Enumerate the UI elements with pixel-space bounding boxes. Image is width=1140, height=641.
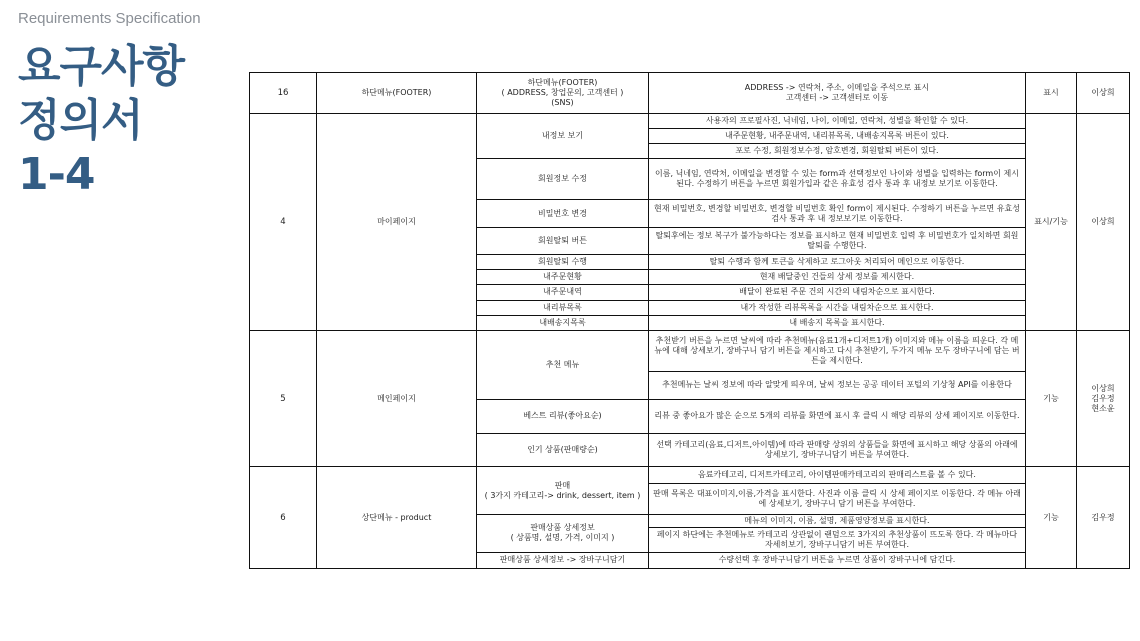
req-description: 배달이 완료된 주문 건의 시간의 내림차순으로 표시한다. xyxy=(649,285,1026,300)
req-description: 페이지 하단에는 추천메뉴로 카테고리 상관없이 랜덤으로 3가지의 추천상품이 뜨도록 한다. 각 메뉴마다 자세히보기, 장바구니담기 버튼 부여한다. xyxy=(649,528,1026,552)
req-description: 메뉴의 이미지, 이름, 설명, 제품영양정보를 표시한다. xyxy=(649,514,1026,527)
req-function: 회원정보 수정 xyxy=(477,159,649,200)
req-function: 내주문현황 xyxy=(477,270,649,285)
page-title-line-3: 1-4 xyxy=(18,149,95,200)
req-number: 16 xyxy=(250,73,317,114)
req-description: 리뷰 중 좋아요가 많은 순으로 5개의 리뷰를 화면에 표시 후 클릭 시 해당 리뷰의 상세 페이지로 이동한다. xyxy=(649,400,1026,434)
req-description: 포로 수정, 회원정보수정, 암호변경, 회원탈퇴 버튼이 있다. xyxy=(649,144,1026,159)
req-description: ADDRESS -> 연락처, 주소, 이메일을 주석으로 표시 고객센터 -> 고객센터로 이동 xyxy=(649,73,1026,114)
table-row xyxy=(250,467,1130,484)
req-category: 마이페이지 xyxy=(317,113,477,330)
req-function: 판매 ( 3가지 카테고리-> drink, dessert, item ) xyxy=(477,467,649,515)
req-function: 추천 메뉴 xyxy=(477,331,649,400)
req-description: 현재 배달중인 건들의 상세 정보를 제시한다. xyxy=(649,270,1026,285)
req-description: 선택 카테고리(음료,디저트,아이템)에 따라 판매량 상위의 상품들을 화면에 표시하고 해당 상품의 아래에 상세보기, 장바구니담기 버튼을 부여한다. xyxy=(649,433,1026,467)
table-row xyxy=(250,73,1130,114)
req-function: 내정보 보기 xyxy=(477,113,649,159)
req-type: 기능 xyxy=(1026,467,1077,569)
req-description: 사용자의 프로필사진, 닉네임, 나이, 이메일, 연락처, 성별을 확인할 수 있다. xyxy=(649,113,1026,128)
req-owner: 이상희 xyxy=(1077,113,1130,330)
page-title-line-2: 정의서 xyxy=(18,95,143,146)
req-owner: 김우정 xyxy=(1077,467,1130,569)
table-row xyxy=(250,113,1130,128)
req-description: 탈퇴후에는 정보 복구가 불가능하다는 정보를 표시하고 현재 비밀번호 입력 후 비밀번호가 일치하면 회원탈퇴를 수행한다. xyxy=(649,228,1026,254)
section-subtitle: Requirements Specification xyxy=(18,10,201,27)
req-description: 이름, 닉네임, 연락처, 이메일을 변경할 수 있는 form과 선택정보인 나이와 성별을 입력하는 form이 제시된다. 수정하기 버튼을 누르면 회원가입과 같은 유효성 검사 통과 후 내정보 보기로 이동한다. xyxy=(649,159,1026,200)
req-function: 회원탈퇴 버튼 xyxy=(477,228,649,254)
req-description: 내가 작성한 리뷰목록을 시간을 내림차순으로 표시한다. xyxy=(649,300,1026,315)
req-description: 수량선택 후 장바구니담기 버튼을 누르면 상품이 장바구니에 담긴다. xyxy=(649,552,1026,568)
req-function: 회원탈퇴 수행 xyxy=(477,254,649,269)
req-function: 비밀번호 변경 xyxy=(477,199,649,227)
req-type: 기능 xyxy=(1026,331,1077,467)
req-description: 추천메뉴는 날씨 정보에 따라 알맞게 띄우며, 날씨 정보는 공공 데이터 포털의 기상청 API를 이용한다 xyxy=(649,371,1026,399)
req-number: 4 xyxy=(250,113,317,330)
req-category: 상단메뉴 - product xyxy=(317,467,477,569)
req-description: 판매 목록은 대표이미지,이름,가격을 표시한다. 사진과 이름 클릭 시 상세 페이지로 이동한다. 각 메뉴 아래에 상세보기, 장바구니 담기 버튼을 부여한다. xyxy=(649,484,1026,514)
req-function: 판매상품 상세정보 ( 상품명, 설명, 가격, 이미지 ) xyxy=(477,514,649,552)
req-description: 현재 비밀번호, 변경할 비밀번호, 변경할 비밀번호 확인 form이 제시된다. 수정하기 버튼을 누르면 유효성 검사 통과 후 내 정보보기로 이동한다. xyxy=(649,199,1026,227)
req-description: 내주문현황, 내주문내역, 내리뷰목록, 내배송지목록 버튼이 있다. xyxy=(649,128,1026,143)
req-function: 하단메뉴(FOOTER) ( ADDRESS, 창업문의, 고객센터 ) (SNS) xyxy=(477,73,649,114)
req-owner: 이상희 xyxy=(1077,73,1130,114)
req-description: 내 배송지 목록을 표시한다. xyxy=(649,315,1026,330)
req-function: 내배송지목록 xyxy=(477,315,649,330)
req-function: 베스트 리뷰(좋아요순) xyxy=(477,400,649,434)
req-function: 내리뷰목록 xyxy=(477,300,649,315)
req-description: 음료카테고리, 디저트카테고리, 아이템판매카테고리의 판매리스트를 볼 수 있다. xyxy=(649,467,1026,484)
table-row xyxy=(250,331,1130,372)
req-function: 내주문내역 xyxy=(477,285,649,300)
req-number: 5 xyxy=(250,331,317,467)
req-type: 표시/기능 xyxy=(1026,113,1077,330)
req-description: 탈퇴 수행과 함께 토큰을 삭제하고 로그아웃 처리되어 메인으로 이동한다. xyxy=(649,254,1026,269)
requirements-table xyxy=(249,72,1130,569)
req-category: 하단메뉴(FOOTER) xyxy=(317,73,477,114)
req-category: 메인페이지 xyxy=(317,331,477,467)
req-number: 6 xyxy=(250,467,317,569)
page-title-line-1: 요구사항 xyxy=(18,41,185,92)
req-description: 추천받기 버튼을 누르면 날씨에 따라 추천메뉴(음료1개+디저트1개) 이미지와 메뉴 이름을 띄운다. 각 메뉴에 대해 상세보기, 장바구니 담기 버튼을 제시하고 다시 추천받기, 두가지 메뉴 모두 장바구니에 담는 버튼을 제시한다. xyxy=(649,331,1026,372)
req-function: 판매상품 상세정보 -> 장바구니담기 xyxy=(477,552,649,568)
req-function: 인기 상품(판매량순) xyxy=(477,433,649,467)
page-title xyxy=(18,40,243,202)
req-type: 표시 xyxy=(1026,73,1077,114)
req-owner: 이상희 김우정 현소윤 xyxy=(1077,331,1130,467)
